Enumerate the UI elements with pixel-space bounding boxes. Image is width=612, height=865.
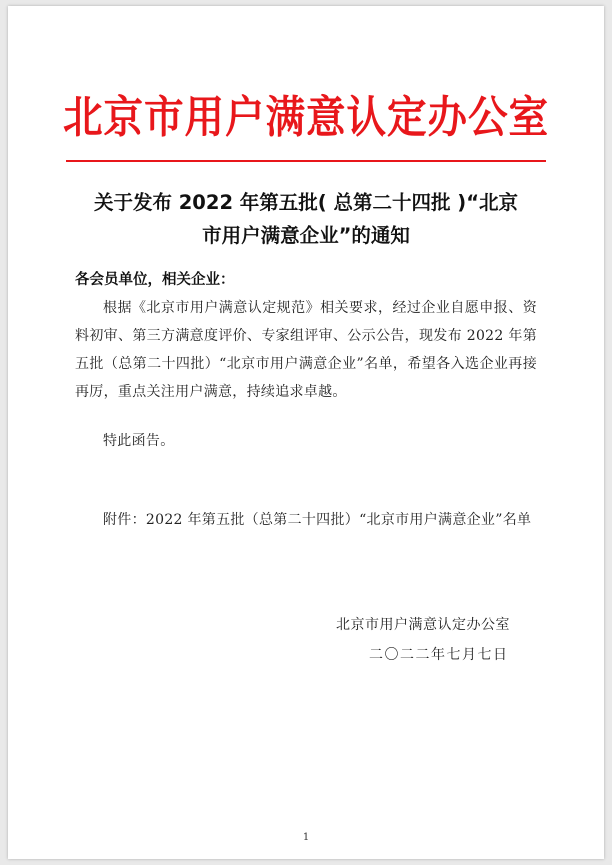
masthead-org-name: 北京市用户满意认定办公室 — [63, 92, 550, 143]
notice-title — [68, 186, 544, 252]
notice-title-line2: 市用户满意企业”的通知 — [202, 224, 410, 247]
body-paragraph-closing: 特此函告。 — [103, 433, 175, 449]
signature-date: 二〇二二年七月七日 — [369, 647, 509, 663]
notice-title-line1: 关于发布 2022 年第五批( 总第二十四批 )“北京 — [93, 191, 519, 214]
salutation: 各会员单位，相关企业： — [75, 272, 235, 288]
signature-org: 北京市用户满意认定办公室 — [336, 617, 510, 633]
page-number: 1 — [302, 832, 310, 843]
masthead-red-rule — [66, 160, 546, 162]
body-paragraph-main: 根据《北京市用户满意认定规范》相关要求，经过企业自愿申报、资料初审、第三方满意度评价、专家组评审、公示公告，现发布 2022 年第五批（总第二十四批）“北京市用户满意企业”名单，希望各入选企业再接再厉，重点关注用户满意，持续追求卓越。 — [75, 300, 537, 400]
document-page — [8, 6, 604, 859]
attachment-note: 附件：2022 年第五批（总第二十四批）“北京市用户满意企业”名单 — [103, 512, 532, 528]
